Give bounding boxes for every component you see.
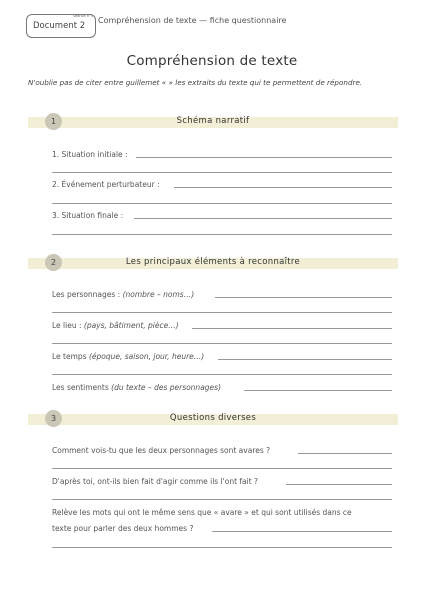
answer-line[interactable] [52, 312, 392, 313]
section-title-3: Questions diverses [169, 413, 257, 423]
answer-line[interactable] [218, 359, 392, 360]
answer-line[interactable] [298, 453, 392, 454]
answer-line[interactable] [286, 484, 392, 485]
document-heading: Compréhension de texte — fiche questionnaire [98, 16, 287, 25]
answer-line[interactable] [134, 218, 392, 219]
field-hint: (du texte – des personnages) [111, 383, 221, 392]
answer-line[interactable] [174, 187, 392, 188]
field-situation-initiale [52, 150, 128, 159]
answer-line[interactable] [52, 203, 392, 204]
section-header-3 [28, 414, 398, 425]
answer-line[interactable] [136, 157, 392, 158]
field-hint: (pays, bâtiment, pièce…) [83, 321, 179, 330]
answer-line[interactable] [52, 172, 392, 173]
page-title: Compréhension de texte [126, 53, 298, 69]
question-mots-avare-cont [52, 524, 193, 533]
field-label: Les personnages : [52, 290, 121, 299]
answer-line[interactable] [52, 499, 392, 500]
section-number-2: 2 [45, 254, 62, 271]
document-label: Document 2 [33, 21, 86, 31]
answer-line[interactable] [212, 531, 392, 532]
answer-line[interactable] [52, 374, 392, 375]
field-label: Le lieu : [52, 321, 82, 330]
field-label: 1. Situation initiale : [52, 150, 128, 159]
question-avares [52, 446, 270, 455]
section-number-1: 1 [45, 113, 62, 130]
answer-line[interactable] [244, 390, 392, 391]
field-hint: (époque, saison, jour, heure…) [88, 352, 205, 361]
section-title-2: Les principaux éléments à reconnaître [125, 257, 301, 267]
field-label: 3. Situation finale : [52, 211, 124, 220]
document-tag [26, 14, 96, 38]
answer-line[interactable] [52, 547, 392, 548]
question-text: Comment vois-tu que les deux personnages sont avares ? [52, 446, 271, 455]
question-text: Relève les mots qui ont le même sens que « avare » et qui sont utilisés dans ce [52, 508, 352, 517]
field-sentiments [52, 383, 221, 392]
field-evenement-perturbateur [52, 180, 160, 189]
section-number-3: 3 [45, 410, 62, 427]
field-situation-finale [52, 211, 123, 220]
answer-line[interactable] [215, 297, 392, 298]
section-title-1: Schéma narratif [176, 116, 250, 126]
question-text: texte pour parler des deux hommes ? [52, 524, 194, 533]
field-label: Les sentiments [52, 383, 109, 392]
question-mots-avare [52, 508, 352, 517]
field-lieu [52, 321, 179, 330]
field-personnages [52, 290, 194, 299]
answer-line[interactable] [192, 328, 392, 329]
section-header-2 [28, 258, 398, 269]
field-label: Le temps [52, 352, 87, 361]
answer-line[interactable] [52, 343, 392, 344]
field-label: 2. Événement perturbateur : [52, 180, 160, 189]
answer-line[interactable] [52, 468, 392, 469]
section-header-1 [28, 117, 398, 128]
answer-line[interactable] [52, 234, 392, 235]
field-hint: (nombre – noms…) [122, 290, 195, 299]
instructions: N'oublie pas de citer entre guillemet « » les extraits du texte qui te permettent de répondre. [28, 78, 363, 87]
question-agir [52, 477, 258, 486]
field-temps [52, 352, 204, 361]
question-text: D'après toi, ont-ils bien fait d'agir comme ils l'ont fait ? [52, 477, 259, 486]
session-label: séance n°1 [73, 14, 93, 18]
